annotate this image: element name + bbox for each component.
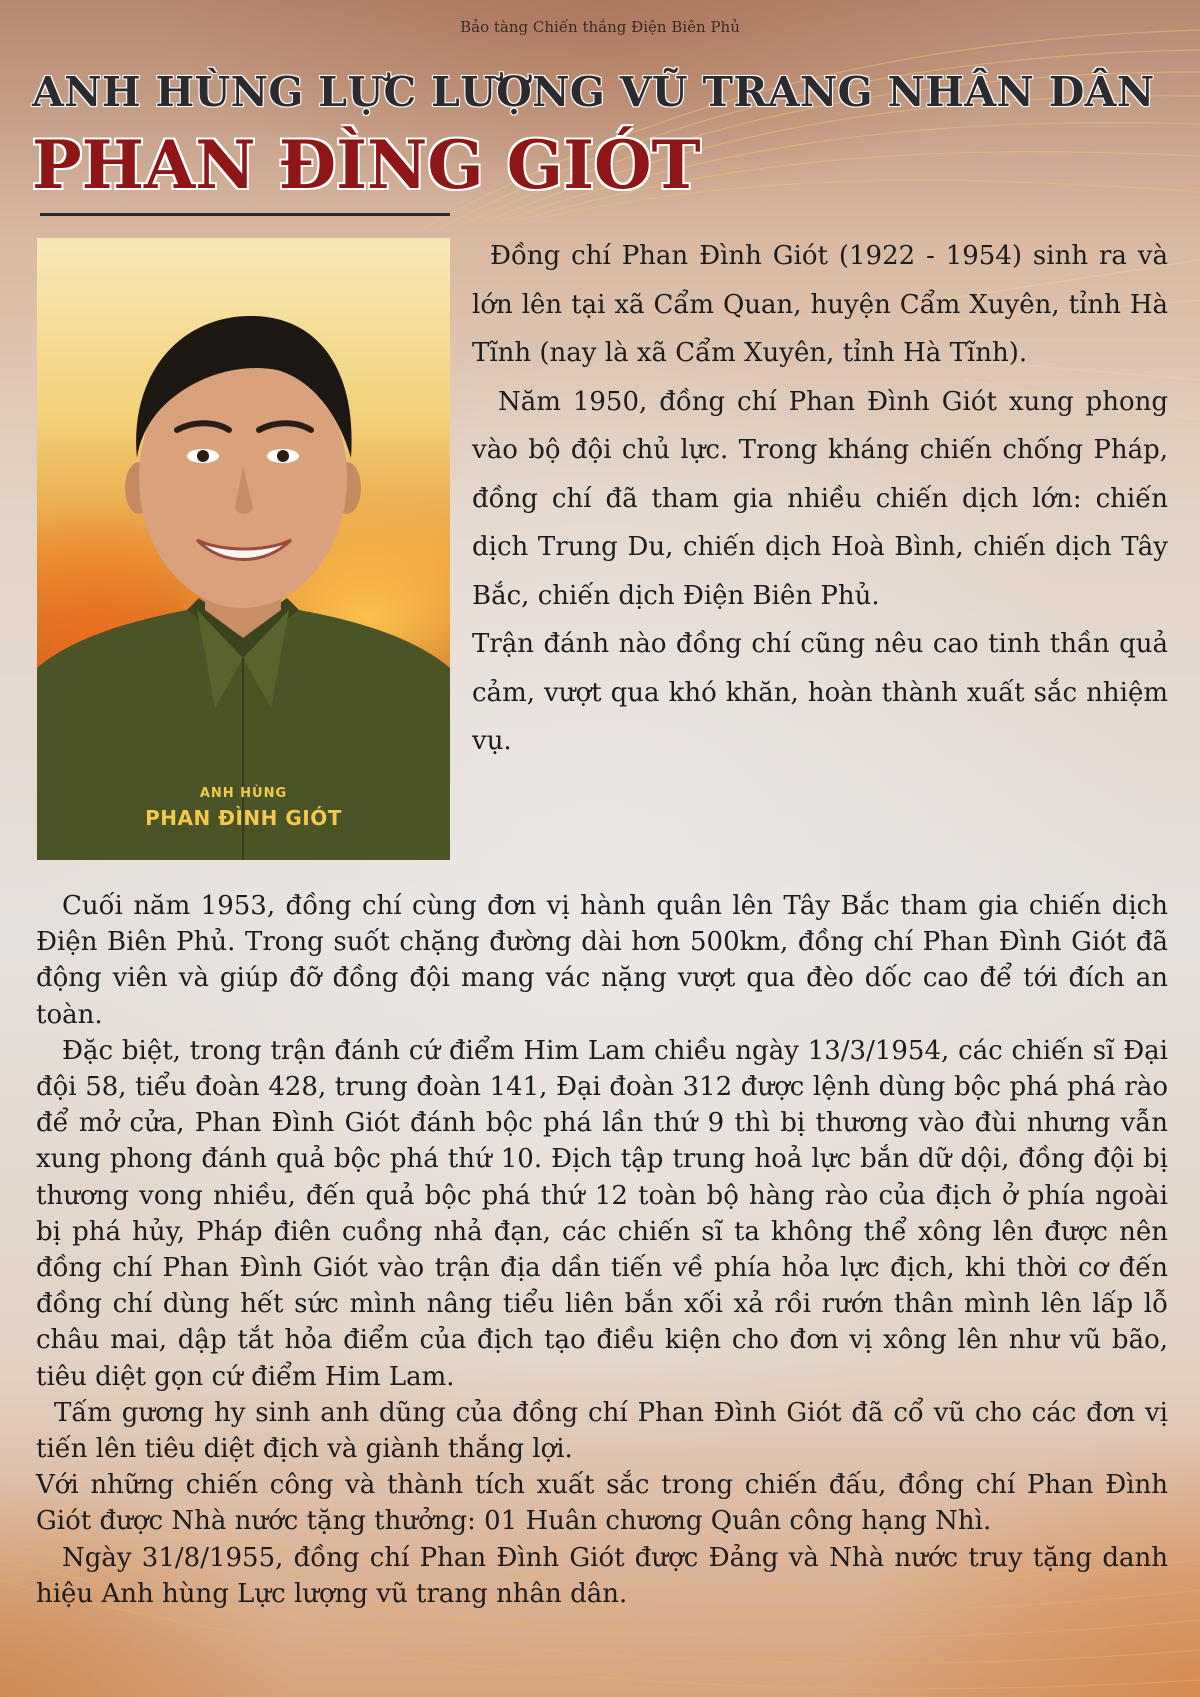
body-paragraph-5: Ngày 31/8/1955, đồng chí Phan Đình Giót được Đảng và Nhà nước truy tặng danh hiệu Anh hùng Lực lượng vũ trang nhân dân. — [36, 1542, 1168, 1609]
portrait-illustration — [37, 238, 450, 860]
body-paragraph-4: Với những chiến công và thành tích xuất sắc trong chiến đấu, đồng chí Phan Đình Giót được Nhà nước tặng thưởng: 01 Huân chương Quân công hạng Nhì. — [36, 1470, 1168, 1537]
body-paragraph-3: Tấm gương hy sinh anh dũng của đồng chí Phan Đình Giót đã cổ vũ cho các đơn vị tiến lên tiêu diệt địch và giành thắng lợi. — [36, 1397, 1168, 1465]
body-paragraph-1: Cuối năm 1953, đồng chí cùng đơn vị hành quân lên Tây Bắc tham gia chiến dịch Điện Biên Phủ. Trong suốt chặng đường dài hơn 500km, đồng chí Phan Đình Giót đã động viên và giúp đỡ đồng đội mang vác nặng vượt qua đèo dốc cao để tới đích an toàn. — [36, 891, 1168, 1030]
museum-name: Bảo tàng Chiến thắng Điện Biên Phủ — [460, 18, 740, 36]
intro-paragraph-1: Đồng chí Phan Đình Giót (1922 - 1954) sinh ra và lớn lên tại xã Cẩm Quan, huyện Cẩm Xuyên, tỉnh Hà Tĩnh (nay là xã Cẩm Xuyên, tỉnh Hà Tĩnh). — [472, 241, 1168, 368]
intro-paragraph-3: Trận đánh nào đồng chí cũng nêu cao tinh thần quả cảm, vượt qua khó khăn, hoàn thành xuất sắc nhiệm vụ. — [472, 629, 1168, 756]
title-hero-name: PHAN ĐÌNG GIÓT — [32, 126, 701, 204]
body-paragraph-2: Đặc biệt, trong trận đánh cứ điểm Him Lam chiều ngày 13/3/1954, các chiến sĩ Đại đội 58, tiểu đoàn 428, trung đoàn 141, Đại đoàn 312 được lệnh dùng bộc phá phá rào để mở cửa, Phan Đình Giót đánh bộc phá lần thứ 9 thì bị thương vào đùi nhưng vẫn xung phong đánh quả bộc phá thứ 10. Địch tập trung hoả lực bắn dữ dội, đồng đội bị thương vong nhiều, đến quả bộc phá thứ 12 toàn bộ hàng rào của địch ở phía ngoài bị phá hủy, Pháp điên cuồng nhả đạn, các chiến sĩ ta không thể xông lên được nên đồng chí Phan Đình Giót vào trận địa dần tiến về phía hỏa lực địch, khi thời cơ đến đồng chí dùng hết sức mình nâng tiểu liên bắn xối xả rồi rướn thân mình lên lấp lỗ châu mai, dập tắt hỏa điểm của địch tạo điều kiện cho đơn vị xông lên như vũ bão, tiêu diệt gọn cứ điểm Him Lam. — [36, 1035, 1168, 1392]
title-honor-line: ANH HÙNG LỰC LƯỢNG VŨ TRANG NHÂN DÂN — [32, 68, 1155, 116]
body-text — [36, 888, 1168, 1612]
intro-text — [472, 232, 1168, 766]
portrait-caption-title: ANH HÙNG — [199, 786, 288, 801]
intro-paragraph-2: Năm 1950, đồng chí Phan Đình Giót xung phong vào bộ đội chủ lực. Trong kháng chiến chống Pháp, đồng chí đã tham gia nhiều chiến dịch lớn: chiến dịch Trung Du, chiến dịch Hoà Bình, chiến dịch Tây Bắc, chiến dịch Điện Biên Phủ. — [472, 386, 1168, 611]
portrait-caption-name: PHAN ĐÌNH GIÓT — [145, 806, 342, 830]
title-underline — [40, 213, 450, 216]
hero-portrait — [37, 238, 450, 860]
